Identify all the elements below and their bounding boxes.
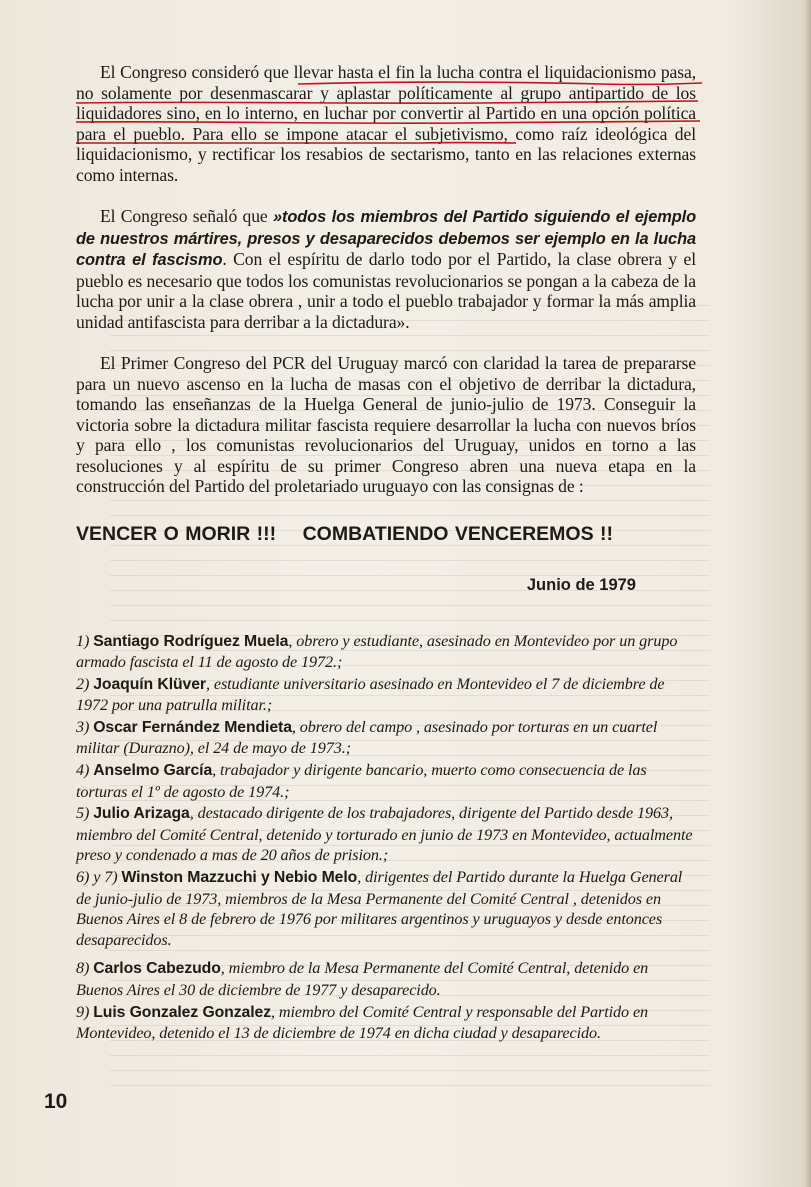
footnote xyxy=(76,631,696,673)
footnote xyxy=(76,867,696,950)
footnote-name: Anselmo García xyxy=(93,762,213,780)
footnote-text: , obrero y estudiante, asesinado en Montevideo por un grupo armado fascista el 11 de agosto de 1972.; xyxy=(76,631,678,672)
footnote-text: , miembro del Comité Central y responsable del Partido en Montevideo, detenido el 13 de diciembre de 1974 en dicha ciudad y desaparecido. xyxy=(76,1002,649,1043)
footnote-number: 9) xyxy=(76,1002,90,1021)
document-body xyxy=(76,62,696,1044)
paragraph-quote-intro: El Congreso señaló que xyxy=(100,206,273,226)
footnote-text: , obrero del campo , asesinado por torturas en un cuartel militar (Durazno), el 24 de mayo de 1973.; xyxy=(76,717,658,758)
footnote-number: 4) xyxy=(76,761,90,780)
footnote xyxy=(76,717,696,759)
slogan-vencer-o-morir: VENCER O MORIR !!! xyxy=(76,522,277,545)
page-edge xyxy=(805,0,811,1187)
footnote-text: , trabajador y dirigente bancario, muerto como consecuencia de las torturas el 1º de agosto de 1974.; xyxy=(76,761,647,801)
footnote-number: 8) xyxy=(76,959,90,978)
page-number: 10 xyxy=(44,1090,68,1113)
footnote-name: Julio Arizaga xyxy=(93,805,190,823)
footnote-text: , estudiante universitario asesinado en Montevideo el 7 de diciembre de 1972 por una patrulla militar.; xyxy=(76,674,665,715)
paragraph-first-congress: El Primer Congreso del PCR del Uruguay marcó con claridad la tarea de prepararse para un nuevo ascenso en la lucha de masas con el objetivo de derribar la dictadura, tomando las enseñanzas de la Huelga General de junio-julio de 1973. Conseguir la victoria sobre la dictadura militar fascista requiere desarrollar la lucha con nuevos bríos y para ello , los comunistas revolucionarios del Uruguay, unidos en torno a las resoluciones y al espíritu de su primer Congreso abren una nueva etapa en la construcción del Partido del proletariado uruguayo con las consignas de : xyxy=(76,353,696,496)
footnote xyxy=(76,958,696,1000)
footnote-number: 6) y 7) xyxy=(76,868,118,887)
footnote-number: 1) xyxy=(76,631,90,650)
paragraph-congress-quote xyxy=(76,206,696,332)
footnotes xyxy=(76,631,696,1044)
footnote xyxy=(76,760,696,802)
footnote-name: Joaquín Klüver xyxy=(93,675,206,693)
paragraph-congress-liquidationism: El Congreso consideró que llevar hasta el fin la lucha contra el liquidacionismo pasa, no solamente por desenmascarar y aplastar políticamente al grupo antipartido de los liquidadores sino, en lo interno, en luchar por convertir al Partido en una opción política para el pueblo. Para ello se impone atacar el subjetivismo, como raíz ideológica del liquidacionismo, y rectificar los resabios de sectarismo, tanto en las relaciones externas como internas. xyxy=(76,62,696,185)
footnote-name: Santiago Rodríguez Muela xyxy=(93,632,289,650)
footnote xyxy=(76,803,696,866)
footnote-number: 2) xyxy=(76,674,90,693)
footnote xyxy=(76,1002,696,1044)
footnote-text: , destacado dirigente de los trabajadores, dirigente del Partido desde 1963, miembro del Comité Central, detenido y torturado en junio de 1973 en Montevideo, actualmente preso y condenado a mas de 20 años de prision.; xyxy=(76,804,693,865)
slogan-combatiendo: COMBATIENDO VENCEREMOS !! xyxy=(302,522,613,545)
footnote-name: Carlos Cabezudo xyxy=(93,960,221,978)
footnote-name: Winston Mazzuchi y Nebio Melo xyxy=(121,869,358,887)
footnote xyxy=(76,674,696,716)
footnote-name: Oscar Fernández Mendieta xyxy=(93,718,292,736)
document-date: Junio de 1979 xyxy=(526,575,636,594)
footnote-text: , dirigentes del Partido durante la Huelga General de junio-julio de 1973, miembros de la Mesa Permanente del Comité Central , detenidos en Buenos Aires el 8 de febrero de 1976 por militares argentinos y uruguayos y desde entonces desaparecidos. xyxy=(76,868,683,949)
footnote-text: , miembro de la Mesa Permanente del Comité Central, detenido en Buenos Aires el 30 de diciembre de 1977 y desaparecido. xyxy=(76,959,649,999)
footnote-number: 3) xyxy=(76,717,90,736)
paragraph-quote-rest: . Con el espíritu de darlo todo por el Partido, la clase obrera y el pueblo es necesario que todos los comunistas revolucionarios se pongan a la cabeza de la lucha por unir a la clase obrera , unir a todo el pueblo trabajador y formar la más amplia unidad antifascista para derribar a la dictadura». xyxy=(76,249,696,332)
footnote-name: Luis Gonzalez Gonzalez xyxy=(93,1003,271,1021)
paragraph-quote-emphasis: »todos los miembros del Partido siguiendo el ejemplo de nuestros mártires, presos y desaparecidos debemos ser ejemplo en la lucha contra el fascismo xyxy=(76,208,697,269)
footnote-number: 5) xyxy=(76,804,90,823)
slogans xyxy=(76,523,696,546)
